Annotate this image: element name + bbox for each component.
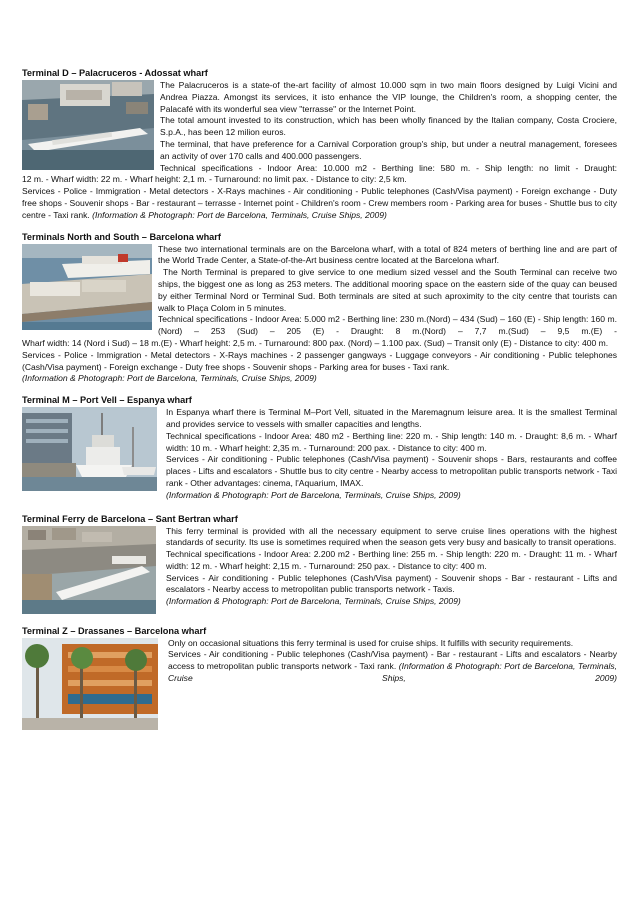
citation: (Information & Photograph: Port de Barcelona, Terminals, Cruise Ships, 2009) [166, 596, 461, 607]
photo-terminal-d [22, 80, 154, 170]
section-heading: Terminal Z – Drassanes – Barcelona wharf [22, 625, 207, 636]
technical-specs-paragraph: Technical specifications - Indoor Area: 5.000 m2 - Berthing line: 230 m.(Nord) – 434 (Sud) – 160 (E) - Ship length: 160 m.(Nord) – 253 (Sud) – 205 (E) - Draught: 8 m.(Nord) – 7,7 m.(Sud) – 9,5 m.(E) - [158, 314, 617, 337]
section-heading: Terminal Ferry de Barcelona – Sant Bertran wharf [22, 513, 238, 524]
section-heading: Terminals North and South – Barcelona wharf [22, 231, 221, 242]
section-terminal-d [22, 68, 617, 222]
sant-bertran-photo-icon [22, 526, 156, 614]
services-text: Services - Police - Immigration - Metal detectors - X-Rays machines - 2 passenger gangways - Luggage conveyors - Air conditioning - Public telephones (Cash/Visa payment) - Foreign exchange - Duty free shops - Souvenir shops - Parking area for buses - Taxi rank. [22, 349, 617, 372]
photo-terminal-z [22, 638, 158, 730]
capacity-paragraph: The North Terminal is prepared to give service to one medium sized vessel and the South Terminal can receive two ships, the biggest one as long as 253 meters. The additional mooring space on the eastern side of the quay can beused by either Terminal Nord or Terminal Sud. Both terminals are sited at such aproximity to the city centre that tourists can walk to Plaça Colom in 5 minutes. [158, 267, 617, 313]
technical-specs-paragraph: Technical specifications - Indoor Area: 480 m2 - Berthing line: 220 m. - Ship length: 140 m. - Draught: 8,6 m. - Wharf width: 10 m. - Wharf height: 2,35 m. - Turnaround: 200 pax. - Distance to city: 400 m. [166, 430, 617, 453]
document-page [22, 68, 617, 730]
description-paragraph: In Espanya wharf there is Terminal M–Port Vell, situated in the Maremagnum leisure area. It is the smallest Terminal and provides service to vessels with smaller capacities and lengths. [166, 407, 617, 429]
investment-paragraph: The total amount invested to its construction, which has been wholly financed by the Italian company, Costa Crociere, S.p.A., has been 12 milion euros. [160, 115, 617, 138]
citation: (Information & Photograph: Port de Barcelona, Terminals, Cruise Ships, 2009) [168, 661, 617, 683]
section-text [160, 80, 617, 174]
photo-terminal-m [22, 407, 157, 491]
north-south-terminal-photo-icon [22, 244, 152, 330]
section-terminals-north-south [22, 232, 617, 386]
port-vell-photo-icon [22, 407, 157, 491]
services-text: Services - Air conditioning - Public telephones (Cash/Visa payment) - Souvenir shops - Bar - restaurant - Lifts and escalators - Nearby access to metropolitan public transports network - Taxis. [166, 572, 617, 595]
technical-specs-continued: 12 m. - Wharf width: 22 m. - Wharf height: 2,1 m. - Turnaround: no limit pax. - Distance to city: 2,5 km. [22, 174, 407, 185]
palacruceros-photo-icon [22, 80, 154, 170]
section-terminal-ferry [22, 514, 617, 614]
section-text [168, 638, 617, 730]
technical-specs-continued: Wharf width: 14 (Nord i Sud) – 18 m.(E) - Wharf height: 2,5 m. - Turnaround: 800 pax. (Nord) – 1.100 pax. (Sud) – Transit only (E) - Distance to city: 400 m. [22, 337, 609, 348]
section-heading: Terminal M – Port Vell – Espanya wharf [22, 395, 192, 406]
citation: (Information & Photograph: Port de Barcelona, Terminals, Cruise Ships, 2009) [166, 489, 461, 500]
section-full-text [22, 174, 617, 221]
section-full-text [22, 338, 617, 385]
drassanes-photo-icon [22, 638, 158, 730]
section-heading: Terminal D – Palacruceros - Adossat wharf [22, 68, 208, 78]
description-paragraph: These two international terminals are on the Barcelona wharf, with a total of 824 meters of berthing line and are part of the World Trade Center, a State-of-the-Art business centre located at the Barcelona wharf. [158, 243, 617, 266]
services-text: Services - Air conditioning - Public telephones (Cash/Visa payment) - Souvenir shops - Bars, restaurants and coffee places - Lifts and escalators - Shuttle bus to city centre - Nearby access to metropolitan public transports network - Taxi rank - Other advantages: cinema, l'Aquarium, IMAX. [166, 454, 617, 488]
photo-terminal-ferry [22, 526, 156, 614]
section-terminal-m [22, 395, 617, 501]
technical-specs-paragraph: Technical specifications - Indoor Area: 10.000 m2 - Berthing line: 580 m. - Ship length: no limit - Draught: [160, 162, 617, 173]
section-text [166, 526, 617, 614]
section-text [158, 244, 617, 338]
technical-specs-paragraph: Technical specifications - Indoor Area: 2.200 m2 - Berthing line: 255 m. - Ship length: 220 m. - Draught: 11 m. - Wharf width: 12 m. - Wharf height: 2,15 m. - Turnaround: 250 pax. - Distance to city: 400 m. [166, 549, 617, 571]
services-text: Services - Air conditioning - Public telephones (Cash/Visa payment) - Bar - restaurant - Lifts and escalators - Nearby access to metropolitan public transports network - Taxi rank. [168, 649, 617, 672]
photo-terminals-north-south [22, 244, 152, 330]
section-terminal-z [22, 626, 617, 730]
description-paragraph: This ferry terminal is provided with all the necessary equipment to serve cruise lines operations with the highest standards of security. Its use is sometimes required when the season gets very busy and basically to transit operations. [166, 525, 617, 548]
services-text: Services - Police - Immigration - Metal detectors - X-Rays machines - Air conditioning - Public telephones (Cash/Visa payment) - Foreign exchange - Duty free shops - Souvenir shops - Bar - restaurant – terrasse - Internet point - Children's room - Crew members room - Parking area for buses - Shuttle bus to city centre - Taxi rank. [22, 186, 617, 220]
activity-paragraph: The terminal, that have preference for a Carnival Corporation group's ship, but under a neutral management, foresees an activity of over 170 calls and 400.000 passengers. [160, 138, 617, 161]
description-paragraph: Only on occasional situations this ferry terminal is used for cruise ships. It fulfills with security requirements. [168, 637, 574, 648]
description-paragraph: The Palacruceros is a state-of the-art facility of almost 10.000 sqm in two main floors designed by Luigi Vicini and Andrea Piazza. Amongst its services, it isto enhance the VIP lounge, the Children's room, a shopping center, the Palacafé with its wonderful sea view "terrasse" or the Internet Point. [160, 80, 617, 114]
citation: (Information & Photograph: Port de Barcelona, Terminals, Cruise Ships, 2009) [92, 209, 387, 220]
citation: (Information & Photograph: Port de Barcelona, Terminals, Cruise Ships, 2009) [22, 373, 317, 384]
section-text [166, 407, 617, 501]
